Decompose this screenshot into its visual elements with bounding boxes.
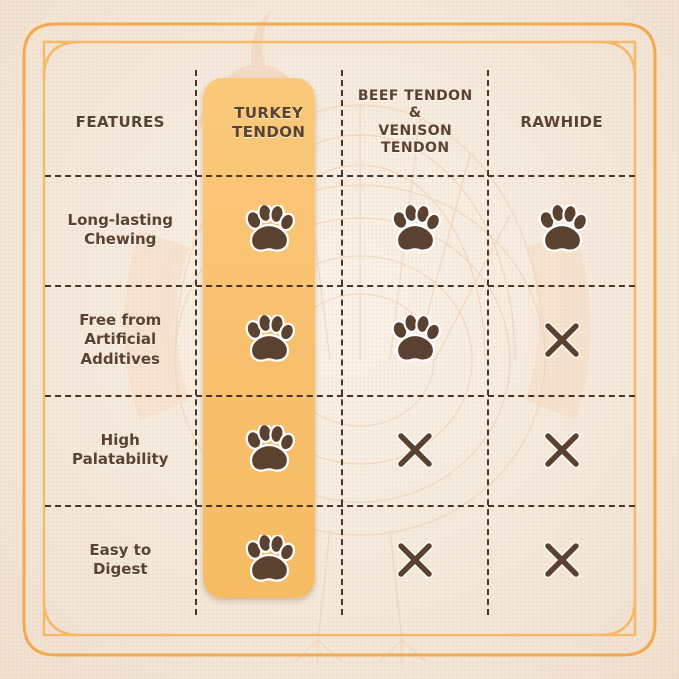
paw-icon <box>243 535 295 585</box>
paw-icon <box>389 315 441 365</box>
row-1-feature-line-2: Chewing <box>84 230 157 248</box>
header-beef-line-2: & <box>408 105 422 122</box>
header-turkey-tendon <box>196 70 342 175</box>
header-beef-venison-tendon <box>342 70 488 175</box>
row-1-beef-venison-value <box>342 175 488 285</box>
row-3-feature-label <box>72 431 168 470</box>
table-row <box>45 395 635 505</box>
table-row <box>45 285 635 395</box>
header-beef-line-1: BEEF TENDON <box>357 88 473 105</box>
row-1-turkey-value <box>196 175 342 285</box>
row-3-feature-line-1: High <box>100 430 140 449</box>
table-header-row <box>45 70 635 175</box>
row-2-rawhide-value <box>488 285 635 395</box>
cross-icon <box>392 427 438 473</box>
row-2-feature <box>45 285 196 395</box>
paw-icon <box>243 315 295 365</box>
row-3-beef-venison-value <box>342 395 488 505</box>
comparison-table <box>45 70 635 615</box>
row-4-beef-venison-value <box>342 505 488 615</box>
row-2-feature-label <box>79 311 161 370</box>
cross-icon <box>392 537 438 583</box>
cross-icon <box>539 537 585 583</box>
header-features <box>45 70 196 175</box>
row-4-feature-label <box>89 541 151 580</box>
row-3-turkey-value <box>196 395 342 505</box>
row-4-feature <box>45 505 196 615</box>
row-1-rawhide-value <box>488 175 635 285</box>
header-turkey-tendon-label <box>232 104 305 141</box>
row-4-feature-line-1: Easy to <box>89 540 152 559</box>
header-beef-line-3: VENISON TENDON <box>378 122 453 156</box>
paw-icon <box>389 205 441 255</box>
comparison-table-wrapper <box>45 70 635 615</box>
row-1-feature-label <box>68 211 173 250</box>
table-row <box>45 175 635 285</box>
table-row <box>45 505 635 615</box>
row-3-feature-line-2: Palatability <box>72 450 169 468</box>
row-1-feature <box>45 175 196 285</box>
row-1-feature-line-1: Long-lasting <box>67 210 173 229</box>
row-2-beef-venison-value <box>342 285 488 395</box>
header-rawhide <box>488 70 635 175</box>
paw-icon <box>243 205 295 255</box>
row-2-feature-line-2: Artificial <box>84 330 157 349</box>
row-4-feature-line-2: Digest <box>92 560 148 578</box>
header-turkey-line-1: TURKEY <box>234 104 304 123</box>
header-beef-venison-label <box>342 88 488 156</box>
header-rawhide-label: RAWHIDE <box>520 113 604 132</box>
paw-icon <box>536 205 588 255</box>
row-3-rawhide-value <box>488 395 635 505</box>
row-4-rawhide-value <box>488 505 635 615</box>
row-2-turkey-value <box>196 285 342 395</box>
row-2-feature-line-1: Free from <box>79 310 162 329</box>
header-features-label: FEATURES <box>75 113 165 132</box>
cross-icon <box>539 427 585 473</box>
row-3-feature <box>45 395 196 505</box>
row-4-turkey-value <box>196 505 342 615</box>
row-2-feature-line-3: Additives <box>80 349 160 368</box>
cross-icon <box>539 317 585 363</box>
header-turkey-line-2: TENDON <box>232 122 306 141</box>
paw-icon <box>243 425 295 475</box>
